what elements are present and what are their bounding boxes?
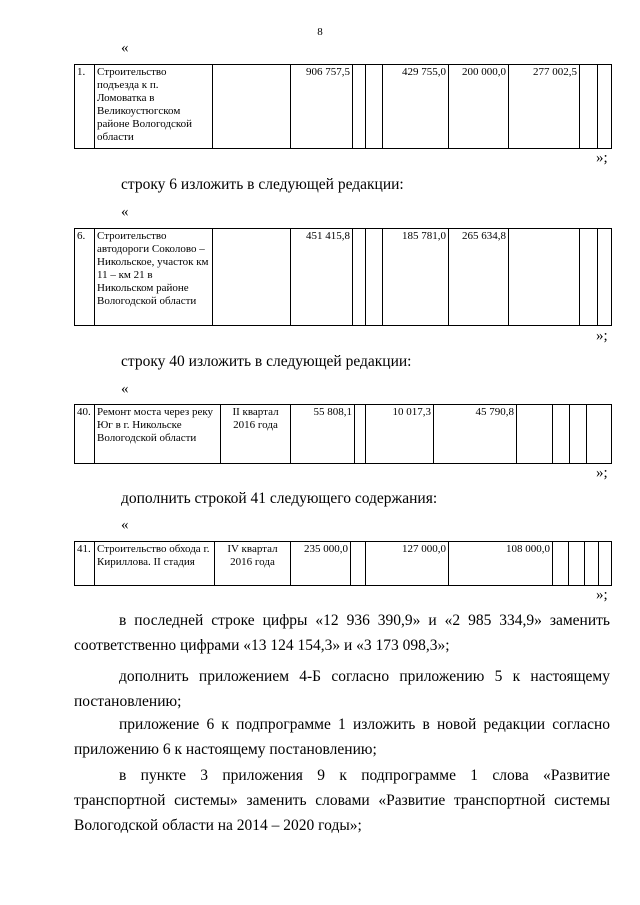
row-value-8 [587, 405, 612, 464]
quote-close: »; [596, 465, 608, 481]
row-value-3 [366, 65, 383, 149]
quote-open: « [121, 204, 129, 220]
row-value-2 [353, 229, 366, 326]
quote-close: »; [596, 587, 608, 603]
row-total: 55 808,1 [291, 405, 355, 464]
row-total: 451 415,8 [291, 229, 353, 326]
instruction-row-40: строку 40 изложить в следующей редакции: [121, 353, 412, 370]
row-value-5 [517, 405, 553, 464]
row-value-3 [366, 229, 383, 326]
paragraph-add-appendix: дополнить приложением 4-Б согласно приложению 5 к настоящему постановлению; [74, 668, 610, 710]
row-period [213, 229, 291, 326]
table-row-41 [74, 541, 612, 586]
row-value-7 [585, 542, 599, 586]
row-value-3: 10 017,3 [366, 405, 434, 464]
row-value-5: 265 634,8 [449, 229, 509, 326]
paragraph-appendix-6: приложение 6 к подпрограмме 1 изложить в новой редакции согласно приложению 6 к настоящему постановлению; [74, 716, 610, 758]
row-value-4: 108 000,0 [449, 542, 553, 586]
row-value-2 [351, 542, 366, 586]
quote-close: »; [596, 328, 608, 344]
row-value-8 [598, 229, 612, 326]
row-value-6 [509, 229, 580, 326]
row-total: 235 000,0 [291, 542, 351, 586]
table-row-6 [74, 228, 612, 326]
row-value-4: 429 755,0 [383, 65, 449, 149]
row-value-4: 45 790,8 [434, 405, 517, 464]
quote-open: « [121, 40, 129, 56]
row-value-6: 277 002,5 [509, 65, 580, 149]
row-number: 41. [75, 542, 95, 586]
row-period: IV квартал 2016 года [215, 542, 291, 586]
row-total: 906 757,5 [291, 65, 353, 149]
row-value-4: 185 781,0 [383, 229, 449, 326]
row-value-2 [353, 65, 366, 149]
row-value-7 [580, 229, 598, 326]
row-value-8 [599, 542, 612, 586]
row-name: Ремонт моста через реку Юг в г. Никольске Вологодской области [95, 405, 221, 464]
row-period [213, 65, 291, 149]
row-name: Строительство подъезда к п. Ломоватка в Великоустюгском районе Вологодской области [95, 65, 213, 149]
table-row-1 [74, 64, 612, 149]
quote-open: « [121, 517, 129, 533]
row-value-7 [570, 405, 587, 464]
row-period: II квартал 2016 года [221, 405, 291, 464]
row-value-6 [569, 542, 585, 586]
row-value-6 [553, 405, 570, 464]
instruction-row-6: строку 6 изложить в следующей редакции: [121, 176, 404, 193]
row-value-7 [580, 65, 598, 149]
paragraph-replace-totals: в последней строке цифры «12 936 390,9» и «2 985 334,9» заменить соответственно цифрами «13 124 154,3» и «3 173 098,3»; [74, 612, 610, 654]
row-value-3: 127 000,0 [366, 542, 449, 586]
row-number: 6. [75, 229, 95, 326]
row-number: 40. [75, 405, 95, 464]
row-value-5: 200 000,0 [449, 65, 509, 149]
page-number: 8 [317, 26, 323, 38]
table-row-40 [74, 404, 612, 464]
paragraph-item-3: в пункте 3 приложения 9 к подпрограмме 1 слова «Развитие транспортной системы» заменить словами «Развитие транспортной системы Вологодской области на 2014 – 2020 годы»; [74, 767, 610, 834]
row-name: Строительство автодороги Соколово – Никольское, участок км 11 – км 21 в Никольском районе Вологодской области [95, 229, 213, 326]
row-value-5 [553, 542, 569, 586]
quote-close: »; [596, 150, 608, 166]
row-name: Строительство обхода г. Кириллова. II стадия [95, 542, 215, 586]
quote-open: « [121, 381, 129, 397]
row-value-2 [355, 405, 366, 464]
row-value-8 [598, 65, 612, 149]
row-number: 1. [75, 65, 95, 149]
instruction-row-41: дополнить строкой 41 следующего содержания: [121, 490, 438, 507]
